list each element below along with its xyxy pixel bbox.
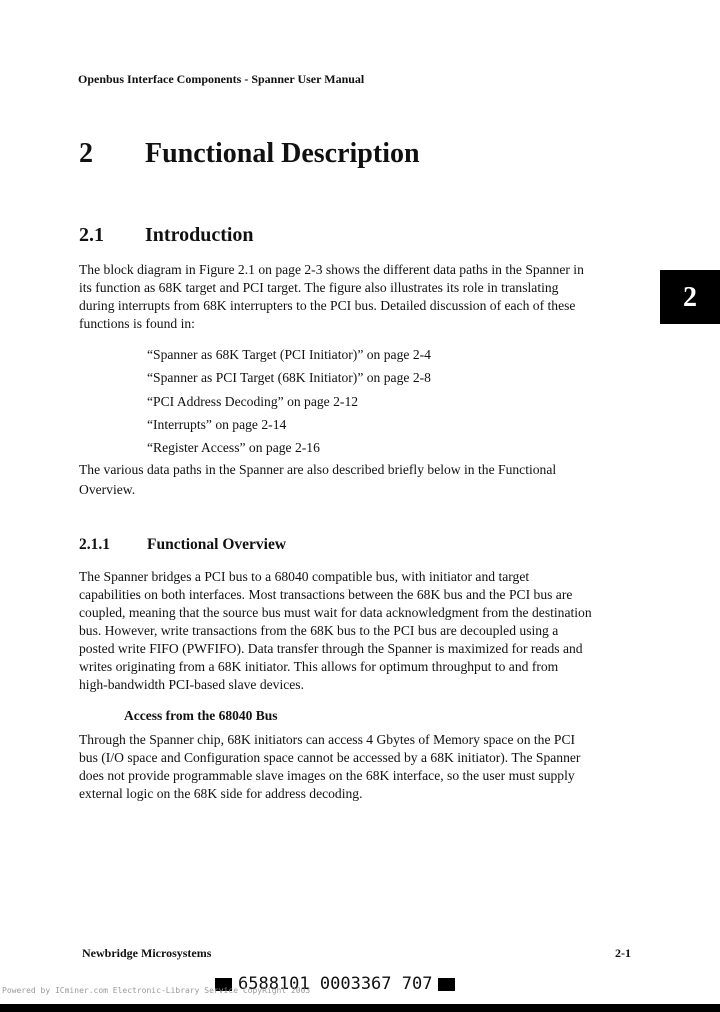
barcode-number: 6588101 0003367 707 xyxy=(238,974,433,994)
reference-link[interactable]: “Register Access” on page 2-16 xyxy=(147,440,320,456)
text-line: The block diagram in Figure 2.1 on page 2-3 shows the different data paths in the Spanner in xyxy=(79,262,584,277)
barcode-block xyxy=(438,978,455,991)
text-line: its function as 68K target and PCI target. The figure also illustrates its role in translating xyxy=(79,280,559,295)
text-line: coupled, meaning that the source bus must wait for data acknowledgment from the destination xyxy=(79,605,592,620)
text-line: high-bandwidth PCI-based slave devices. xyxy=(79,677,305,692)
subheading: Access from the 68040 Bus xyxy=(124,708,278,723)
subsection-title: Functional Overview xyxy=(147,536,287,553)
text-line: bus (I/O space and Configuration space cannot be accessed by a 68K initiator). The Spanner xyxy=(79,750,581,765)
text-line: functions is found in: xyxy=(79,316,195,331)
text-line: capabilities on both interfaces. Most transactions between the 68K bus and the PCI bus are xyxy=(79,587,573,602)
reference-link[interactable]: “Interrupts” on page 2-14 xyxy=(147,416,287,432)
chapter-tab: 2 xyxy=(660,270,720,324)
reference-list xyxy=(147,343,431,459)
powered-by-watermark: Powered by ICminer.com Electronic-Library Service CopyRight 2003 xyxy=(2,986,311,995)
text-line: posted write FIFO (PWFIFO). Data transfer through the Spanner is maximized for reads and xyxy=(79,641,583,656)
text-line: The various data paths in the Spanner are also described briefly below in the Functional xyxy=(79,462,557,477)
chapter-title: Functional Description xyxy=(145,138,420,169)
text-line: bus. However, write transactions from the 68K bus to the PCI bus are decoupled using a xyxy=(79,623,559,638)
text-line: external logic on the 68K side for address decoding. xyxy=(79,786,363,801)
text-line: The Spanner bridges a PCI bus to a 68040 compatible bus, with initiator and target xyxy=(79,569,530,584)
text-line: writes originating from a 68K initiator. This allows for optimum throughput to and from xyxy=(79,659,559,674)
reference-link[interactable]: “Spanner as 68K Target (PCI Initiator)” on page 2-4 xyxy=(147,347,431,362)
reference-link[interactable]: “PCI Address Decoding” on page 2-12 xyxy=(147,393,359,409)
section-title: Introduction xyxy=(145,224,254,246)
text-line: does not provide programmable slave images on the 68K interface, so the user must supply xyxy=(79,768,575,783)
section-number: 2.1 xyxy=(79,224,104,246)
text-line: Overview. xyxy=(79,482,136,497)
text-line: during interrupts from 68K interrupters to the PCI bus. Detailed discussion of each of these xyxy=(79,298,576,313)
running-header: Openbus Interface Components - Spanner User Manual xyxy=(78,72,365,86)
page-number: 2-1 xyxy=(615,946,631,960)
intro-paragraph xyxy=(79,261,584,333)
scan-edge-bar xyxy=(0,1004,720,1012)
footer-company: Newbridge Microsystems xyxy=(82,946,212,960)
text-line: Through the Spanner chip, 68K initiators can access 4 Gbytes of Memory space on the PCI xyxy=(79,732,576,747)
overview-paragraph xyxy=(79,568,592,694)
reference-link[interactable]: “Spanner as PCI Target (68K Initiator)” on page 2-8 xyxy=(147,370,431,386)
outro-paragraph xyxy=(79,460,556,500)
access-paragraph xyxy=(79,731,580,803)
subsection-number: 2.1.1 xyxy=(79,536,110,553)
chapter-number: 2 xyxy=(79,138,93,169)
